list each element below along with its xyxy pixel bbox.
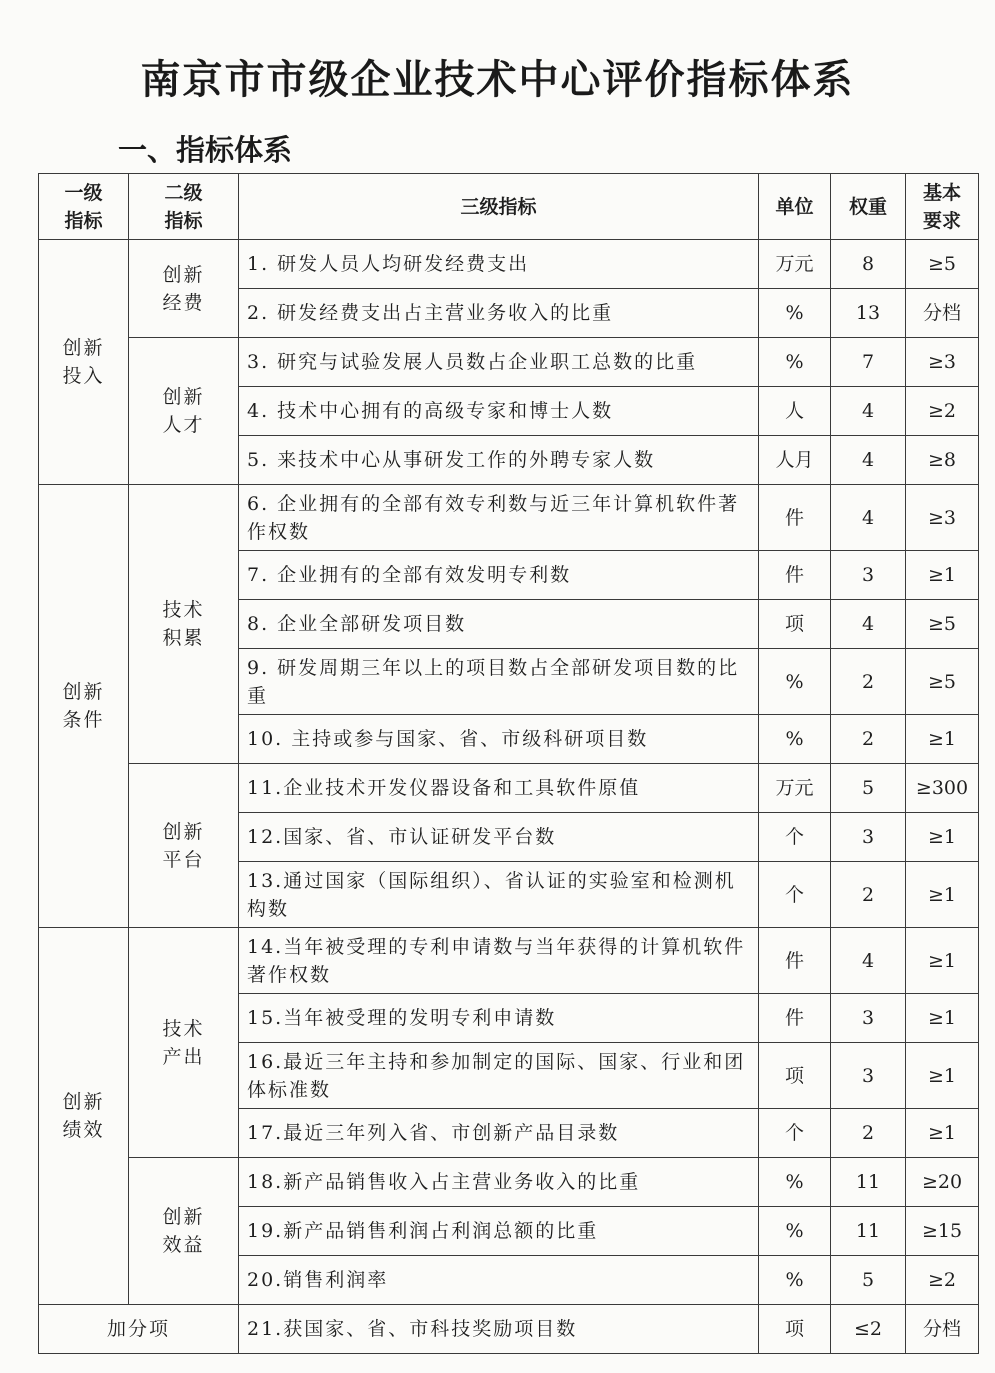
weight-cell: 2 xyxy=(831,649,906,715)
level1-cell-bonus: 加分项 xyxy=(39,1305,239,1354)
requirement-cell: 分档 xyxy=(906,289,979,338)
level2-cell-talent: 创新 人才 xyxy=(129,338,239,485)
indicator-cell: 7. 企业拥有的全部有效发明专利数 xyxy=(239,551,759,600)
requirement-cell: ≥1 xyxy=(906,1043,979,1109)
weight-cell: 4 xyxy=(831,387,906,436)
indicator-cell: 3. 研究与试验发展人员数占企业职工总数的比重 xyxy=(239,338,759,387)
indicator-cell: 16.最近三年主持和参加制定的国际、国家、行业和团体标准数 xyxy=(239,1043,759,1109)
unit-cell: 件 xyxy=(759,994,831,1043)
unit-cell: 个 xyxy=(759,813,831,862)
weight-cell: 3 xyxy=(831,994,906,1043)
indicator-cell: 20.销售利润率 xyxy=(239,1256,759,1305)
level1-cell-conditions: 创新 条件 xyxy=(39,485,129,928)
indicator-cell: 13.通过国家（国际组织）、省认证的实验室和检测机构数 xyxy=(239,862,759,928)
header-level3: 三级指标 xyxy=(239,174,759,240)
weight-cell: 3 xyxy=(831,1043,906,1109)
unit-cell: % xyxy=(759,715,831,764)
weight-cell: 5 xyxy=(831,764,906,813)
section-heading: 一、指标体系 xyxy=(118,133,293,167)
requirement-cell: ≥5 xyxy=(906,600,979,649)
level1-cell-invest: 创新 投入 xyxy=(39,240,129,485)
table-row xyxy=(39,1305,979,1354)
indicator-cell: 19.新产品销售利润占利润总额的比重 xyxy=(239,1207,759,1256)
indicator-cell: 11.企业技术开发仪器设备和工具软件原值 xyxy=(239,764,759,813)
table-header-row xyxy=(39,174,979,240)
unit-cell: % xyxy=(759,1158,831,1207)
unit-cell: % xyxy=(759,649,831,715)
unit-cell: 项 xyxy=(759,1305,831,1354)
requirement-cell: ≥1 xyxy=(906,813,979,862)
unit-cell: 件 xyxy=(759,928,831,994)
weight-cell: 4 xyxy=(831,436,906,485)
weight-cell: 11 xyxy=(831,1158,906,1207)
header-level1: 一级 指标 xyxy=(39,174,129,240)
requirement-cell: ≥1 xyxy=(906,1109,979,1158)
unit-cell: 项 xyxy=(759,600,831,649)
requirement-cell: ≥1 xyxy=(906,715,979,764)
requirement-cell: ≥8 xyxy=(906,436,979,485)
weight-cell: ≤2 xyxy=(831,1305,906,1354)
indicator-cell: 8. 企业全部研发项目数 xyxy=(239,600,759,649)
indicator-cell: 2. 研发经费支出占主营业务收入的比重 xyxy=(239,289,759,338)
level2-cell-accumulation: 技术 积累 xyxy=(129,485,239,764)
requirement-cell: ≥2 xyxy=(906,387,979,436)
indicator-cell: 5. 来技术中心从事研发工作的外聘专家人数 xyxy=(239,436,759,485)
header-weight: 权重 xyxy=(831,174,906,240)
weight-cell: 3 xyxy=(831,813,906,862)
page-title: 南京市市级企业技术中心评价指标体系 xyxy=(140,57,855,103)
table-row xyxy=(39,485,979,551)
unit-cell: 万元 xyxy=(759,240,831,289)
table-row xyxy=(39,928,979,994)
weight-cell: 5 xyxy=(831,1256,906,1305)
unit-cell: 个 xyxy=(759,862,831,928)
requirement-cell: ≥20 xyxy=(906,1158,979,1207)
indicator-cell: 4. 技术中心拥有的高级专家和博士人数 xyxy=(239,387,759,436)
unit-cell: 件 xyxy=(759,551,831,600)
requirement-cell: ≥1 xyxy=(906,928,979,994)
unit-cell: 个 xyxy=(759,1109,831,1158)
weight-cell: 11 xyxy=(831,1207,906,1256)
weight-cell: 4 xyxy=(831,485,906,551)
requirement-cell: ≥5 xyxy=(906,240,979,289)
header-unit: 单位 xyxy=(759,174,831,240)
weight-cell: 3 xyxy=(831,551,906,600)
table-row xyxy=(39,338,979,387)
weight-cell: 2 xyxy=(831,715,906,764)
indicator-cell: 15.当年被受理的发明专利申请数 xyxy=(239,994,759,1043)
level2-cell-fund: 创新 经费 xyxy=(129,240,239,338)
unit-cell: % xyxy=(759,1256,831,1305)
level2-cell-platform: 创新 平台 xyxy=(129,764,239,928)
unit-cell: 人 xyxy=(759,387,831,436)
indicator-cell: 10. 主持或参与国家、省、市级科研项目数 xyxy=(239,715,759,764)
requirement-cell: ≥3 xyxy=(906,485,979,551)
unit-cell: 项 xyxy=(759,1043,831,1109)
weight-cell: 8 xyxy=(831,240,906,289)
header-requirement: 基本 要求 xyxy=(906,174,979,240)
weight-cell: 4 xyxy=(831,928,906,994)
unit-cell: % xyxy=(759,1207,831,1256)
requirement-cell: ≥1 xyxy=(906,551,979,600)
indicator-cell: 21.获国家、省、市科技奖励项目数 xyxy=(239,1305,759,1354)
weight-cell: 4 xyxy=(831,600,906,649)
indicator-cell: 6. 企业拥有的全部有效专利数与近三年计算机软件著作权数 xyxy=(239,485,759,551)
requirement-cell: ≥5 xyxy=(906,649,979,715)
unit-cell: 件 xyxy=(759,485,831,551)
weight-cell: 2 xyxy=(831,1109,906,1158)
requirement-cell: ≥300 xyxy=(906,764,979,813)
level2-cell-benefit: 创新 效益 xyxy=(129,1158,239,1305)
weight-cell: 2 xyxy=(831,862,906,928)
unit-cell: % xyxy=(759,289,831,338)
indicator-cell: 14.当年被受理的专利申请数与当年获得的计算机软件著作权数 xyxy=(239,928,759,994)
weight-cell: 13 xyxy=(831,289,906,338)
unit-cell: 人月 xyxy=(759,436,831,485)
indicator-cell: 17.最近三年列入省、市创新产品目录数 xyxy=(239,1109,759,1158)
indicator-cell: 18.新产品销售收入占主营业务收入的比重 xyxy=(239,1158,759,1207)
indicator-cell: 1. 研发人员人均研发经费支出 xyxy=(239,240,759,289)
requirement-cell: ≥2 xyxy=(906,1256,979,1305)
level2-cell-output: 技术 产出 xyxy=(129,928,239,1158)
requirement-cell: ≥1 xyxy=(906,994,979,1043)
weight-cell: 7 xyxy=(831,338,906,387)
indicator-table xyxy=(38,173,979,1354)
unit-cell: % xyxy=(759,338,831,387)
level1-cell-performance: 创新 绩效 xyxy=(39,928,129,1305)
unit-cell: 万元 xyxy=(759,764,831,813)
indicator-cell: 12.国家、省、市认证研发平台数 xyxy=(239,813,759,862)
header-level2: 二级 指标 xyxy=(129,174,239,240)
indicator-cell: 9. 研发周期三年以上的项目数占全部研发项目数的比重 xyxy=(239,649,759,715)
table-row xyxy=(39,240,979,289)
requirement-cell: ≥1 xyxy=(906,862,979,928)
table-row xyxy=(39,764,979,813)
requirement-cell: ≥15 xyxy=(906,1207,979,1256)
table-row xyxy=(39,1158,979,1207)
requirement-cell: ≥3 xyxy=(906,338,979,387)
requirement-cell: 分档 xyxy=(906,1305,979,1354)
